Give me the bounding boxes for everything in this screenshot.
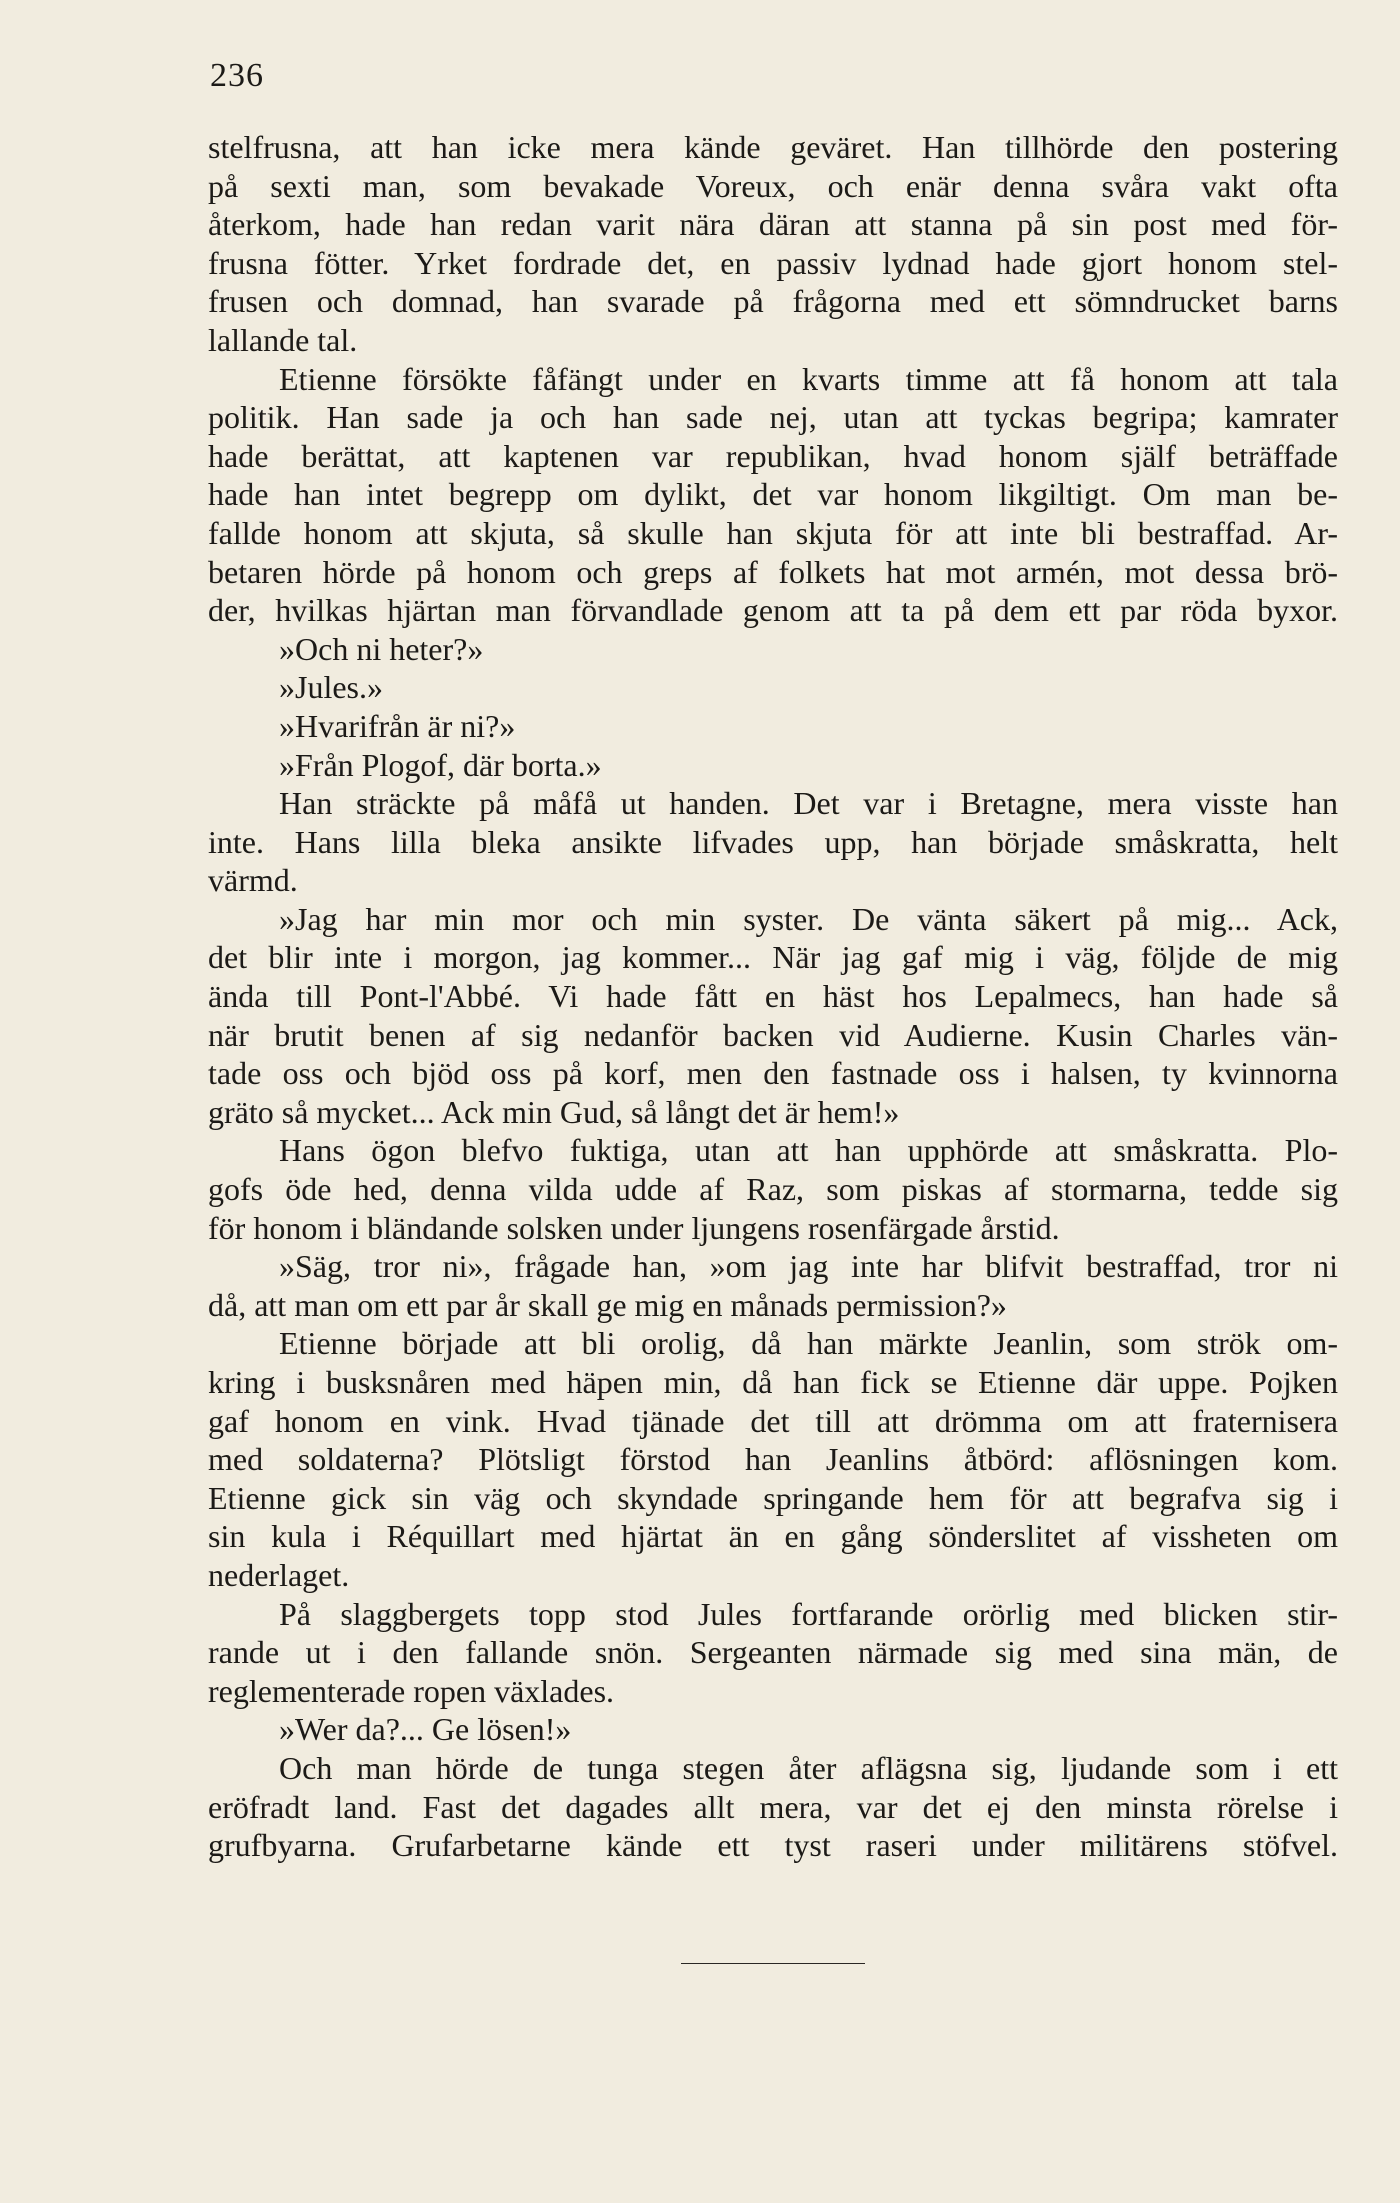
text-line: »Jules.»: [279, 669, 383, 706]
section-divider: [681, 1963, 865, 1964]
text-line: Och man hörde de tunga stegen åter aflägsna sig, ljudande som i ett: [279, 1749, 1338, 1786]
text-line: gräto så mycket... Ack min Gud, så långt det är hem!»: [208, 1093, 900, 1130]
text-line: eröfradt land. Fast det dagades allt mera, var det ej den minsta rörelse i: [208, 1788, 1338, 1825]
text-line: frusen och domnad, han svarade på frågorna med ett sömndrucket barns: [208, 283, 1338, 320]
text-line: tade oss och bjöd oss på korf, men den fastnade oss i halsen, ty kvinnorna: [208, 1055, 1338, 1092]
text-line: när brutit benen af sig nedanför backen vid Audierne. Kusin Charles vän-: [208, 1016, 1338, 1053]
text-line: Etienne försökte fåfängt under en kvarts timme att få honom att tala: [279, 360, 1338, 397]
text-line: ända till Pont-l'Abbé. Vi hade fått en häst hos Lepalmecs, han hade så: [208, 978, 1338, 1015]
text-line: »Säg, tror ni», frågade han, »om jag inte har blifvit bestraffad, tror ni: [279, 1248, 1338, 1285]
text-line: »Från Plogof, där borta.»: [279, 746, 602, 783]
text-line: frusna fötter. Yrket fordrade det, en passiv lydnad hade gjort honom stel-: [208, 244, 1338, 281]
text-line: stelfrusna, att han icke mera kände geväret. Han tillhörde den postering: [208, 129, 1338, 165]
text-line: Etienne gick sin väg och skyndade springande hem för att begrafva sig i: [208, 1479, 1338, 1516]
text-line: lallande tal.: [208, 321, 358, 358]
text-line: hade han intet begrepp om dylikt, det var honom likgiltigt. Om man be-: [208, 476, 1338, 513]
text-line: gaf honom en vink. Hvad tjänade det till att drömma om att fraternisera: [208, 1402, 1338, 1439]
text-line: reglementerade ropen växlades.: [208, 1672, 615, 1709]
body-text: [208, 128, 1338, 1865]
text-line: sin kula i Réquillart med hjärtat än en gång sönderslitet af vissheten om: [208, 1518, 1338, 1555]
text-line: På slaggbergets topp stod Jules fortfarande orörlig med blicken stir-: [279, 1595, 1338, 1632]
text-line: »Och ni heter?»: [279, 630, 484, 667]
text-line: Etienne började att bli orolig, då han märkte Jeanlin, som strök om-: [279, 1325, 1338, 1362]
text-line: gofs öde hed, denna vilda udde af Raz, som piskas af stormarna, tedde sig: [208, 1171, 1338, 1208]
text-line: då, att man om ett par år skall ge mig en månads permission?»: [208, 1286, 1007, 1323]
text-line: »Jag har min mor och min syster. De vänta säkert på mig... Ack,: [279, 900, 1338, 937]
text-line: med soldaterna? Plötsligt förstod han Jeanlins åtbörd: aflösningen kom.: [208, 1441, 1338, 1478]
text-line: politik. Han sade ja och han sade nej, utan att tyckas begripa; kamrater: [208, 399, 1338, 436]
text-line: för honom i bländande solsken under ljungens rosenfärgade årstid.: [208, 1209, 1060, 1246]
text-line: kring i busksnåren med häpen min, då han fick se Etienne där uppe. Pojken: [208, 1364, 1338, 1400]
text-line: der, hvilkas hjärtan man förvandlade genom att ta på dem ett par röda byxor.: [208, 592, 1338, 629]
text-line: nederlaget.: [208, 1556, 350, 1593]
page-number: 236: [210, 57, 264, 94]
text-line: fallde honom att skjuta, så skulle han skjuta för att inte bli bestraffad. Ar-: [208, 514, 1338, 551]
text-line: hade berättat, att kaptenen var republikan, hvad honom själf beträffade: [208, 437, 1338, 474]
text-line: värmd.: [208, 862, 298, 899]
text-line: »Wer da?... Ge lösen!»: [279, 1711, 572, 1748]
text-line: rande ut i den fallande snön. Sergeanten närmade sig med sina män, de: [208, 1634, 1338, 1671]
text-line: det blir inte i morgon, jag kommer... När jag gaf mig i väg, följde de mig: [208, 939, 1338, 976]
text-line: Han sträckte på måfå ut handen. Det var i Bretagne, mera visste han: [279, 785, 1338, 822]
text-line: betaren hörde på honom och greps af folkets hat mot armén, mot dessa brö-: [208, 553, 1338, 590]
text-line: grufbyarna. Grufarbetarne kände ett tyst raseri under militärens stöfvel.: [208, 1827, 1338, 1864]
text-line: på sexti man, som bevakade Voreux, och enär denna svåra vakt ofta: [208, 167, 1338, 204]
text-line: »Hvarifrån är ni?»: [279, 707, 516, 744]
text-line: återkom, hade han redan varit nära däran att stanna på sin post med för-: [208, 206, 1338, 243]
text-line: inte. Hans lilla bleka ansikte lifvades upp, han började småskratta, helt: [208, 823, 1338, 860]
text-line: Hans ögon blefvo fuktiga, utan att han upphörde att småskratta. Plo-: [279, 1132, 1338, 1169]
